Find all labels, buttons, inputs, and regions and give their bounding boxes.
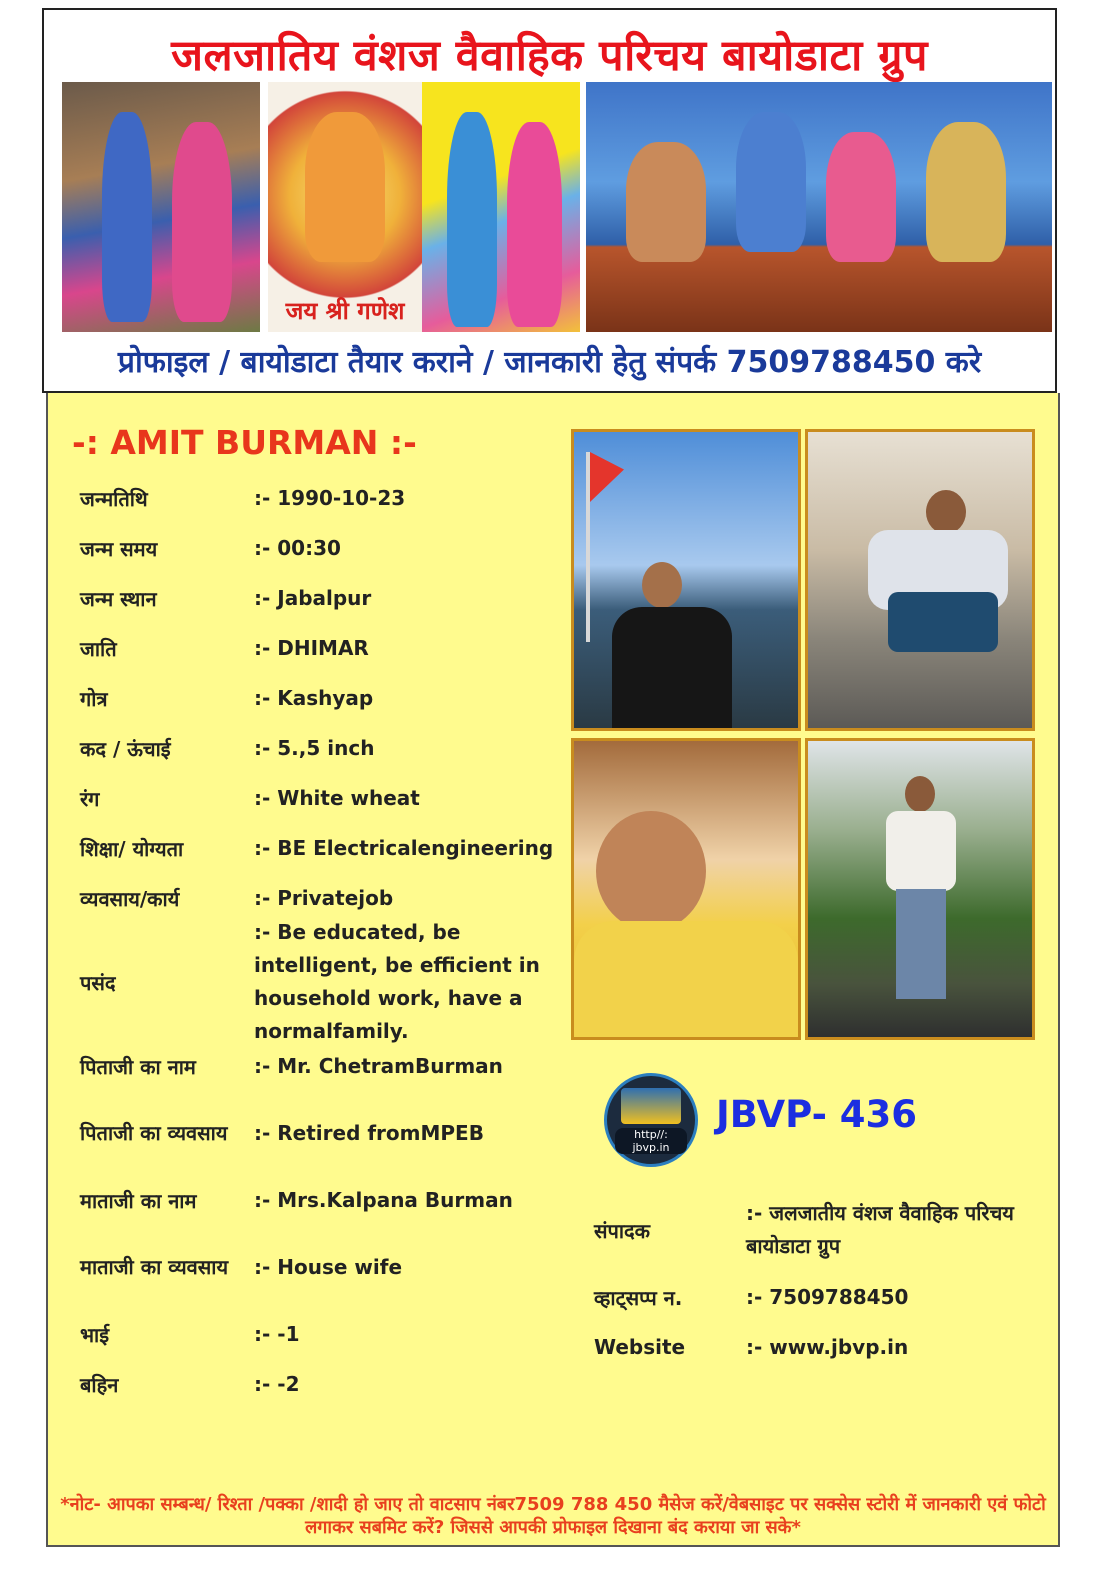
editor-info bbox=[594, 1188, 1034, 1372]
logo-emblem bbox=[621, 1088, 681, 1124]
detail-label: बहिन bbox=[80, 1372, 119, 1397]
boat-scene-image bbox=[586, 82, 1052, 332]
editor-row bbox=[594, 1322, 1034, 1372]
detail-value: :- House wife bbox=[254, 1254, 403, 1279]
detail-label: जाति bbox=[80, 636, 117, 661]
candidate-photo-2 bbox=[805, 429, 1035, 731]
detail-row bbox=[80, 1225, 570, 1309]
detail-value: :- DHIMAR bbox=[254, 635, 369, 660]
logo-url-text: http//: jbvp.in bbox=[615, 1128, 687, 1154]
detail-label: रंग bbox=[80, 786, 100, 811]
detail-value: :- Privatejob bbox=[254, 885, 394, 910]
editor-value: :- 7509788450 bbox=[746, 1284, 909, 1309]
biodata-card bbox=[46, 393, 1060, 1547]
detail-label: माताजी का व्यवसाय bbox=[80, 1254, 229, 1279]
ram-sita-wedding-image bbox=[62, 82, 260, 332]
detail-row bbox=[80, 523, 570, 573]
detail-label: कद / ऊंचाई bbox=[80, 736, 171, 761]
detail-value: :- Mr. ChetramBurman bbox=[254, 1053, 503, 1078]
profile-code: JBVP- 436 bbox=[716, 1093, 918, 1136]
detail-row bbox=[80, 723, 570, 773]
detail-label: पसंद bbox=[80, 970, 116, 995]
editor-value: :- www.jbvp.in bbox=[746, 1334, 909, 1359]
deity-banner bbox=[62, 82, 1052, 344]
details-list bbox=[80, 473, 570, 1409]
detail-row bbox=[80, 573, 570, 623]
detail-label: पिताजी का नाम bbox=[80, 1054, 196, 1079]
detail-label: गोत्र bbox=[80, 686, 108, 711]
candidate-photo-1 bbox=[571, 429, 801, 731]
detail-label: भाई bbox=[80, 1322, 110, 1347]
detail-row bbox=[80, 920, 570, 1043]
editor-value: :- जलजातीय वंशज वैवाहिक परिचय बायोडाटा ग्रुप bbox=[746, 1201, 1014, 1258]
detail-value: :- White wheat bbox=[254, 785, 420, 810]
candidate-photo-3 bbox=[571, 738, 801, 1040]
detail-label: शिक्षा/ योग्यता bbox=[80, 836, 184, 861]
editor-row bbox=[594, 1188, 1034, 1272]
detail-value: :- 00:30 bbox=[254, 535, 341, 560]
ram-sita-image bbox=[422, 82, 580, 332]
editor-label: Website bbox=[594, 1335, 686, 1359]
detail-label: पिताजी का व्यवसाय bbox=[80, 1120, 228, 1145]
contact-line: प्रोफाइल / बायोडाटा तैयार कराने / जानकारी हेतु संपर्क 7509788450 करे bbox=[117, 345, 982, 380]
editor-row bbox=[594, 1272, 1034, 1322]
jbvp-logo bbox=[604, 1073, 698, 1167]
detail-label: माताजी का नाम bbox=[80, 1188, 197, 1213]
detail-value: :- 5.,5 inch bbox=[254, 735, 375, 760]
detail-value: :- Jabalpur bbox=[254, 585, 372, 610]
detail-label: जन्म समय bbox=[80, 536, 158, 561]
detail-value: :- BE Electricalengineering bbox=[254, 835, 554, 860]
detail-row bbox=[80, 1359, 570, 1409]
detail-value: :- -1 bbox=[254, 1321, 300, 1346]
editor-label: व्हाट्सप्प न. bbox=[594, 1285, 683, 1310]
footer-note: *नोट- आपका सम्बन्ध/ रिश्ता /पक्का /शादी हो जाए तो वाटसाप नंबर7509 788 450 मैसेज करें/वेबसाइट पर सक्सेस स्टोरी में जानकारी एवं फोटो लगाकर सबमिट करें? जिससे आपकी प्रोफाइल दिखाना बंद कराया जा सके* bbox=[60, 1494, 1046, 1538]
detail-value: :- Retired fromMPEB bbox=[254, 1120, 484, 1145]
candidate-name: -: AMIT BURMAN :- bbox=[72, 423, 417, 462]
ganesh-caption: जय श्री गणेश bbox=[285, 297, 405, 325]
detail-row bbox=[80, 1175, 570, 1225]
detail-row bbox=[80, 1041, 570, 1091]
detail-label: व्यवसाय/कार्य bbox=[80, 886, 180, 911]
group-title: जलजातिय वंशज वैवाहिक परिचय बायोडाटा ग्रुप bbox=[171, 31, 928, 81]
detail-value: :- Kashyap bbox=[254, 685, 374, 710]
detail-value: :- Be educated, be intelligent, be efficient in household work, have a normalfamily. bbox=[254, 920, 540, 1043]
editor-label: संपादक bbox=[594, 1218, 651, 1243]
detail-row bbox=[80, 773, 570, 823]
detail-row bbox=[80, 823, 570, 873]
header-banner bbox=[42, 8, 1057, 393]
candidate-photo-4 bbox=[805, 738, 1035, 1040]
detail-label: जन्मतिथि bbox=[80, 486, 148, 511]
detail-row bbox=[80, 673, 570, 723]
detail-value: :- 1990-10-23 bbox=[254, 485, 406, 510]
detail-row bbox=[80, 623, 570, 673]
detail-row bbox=[80, 1091, 570, 1175]
detail-value: :- -2 bbox=[254, 1371, 300, 1396]
detail-label: जन्म स्थान bbox=[80, 586, 157, 611]
detail-value: :- Mrs.Kalpana Burman bbox=[254, 1187, 513, 1212]
detail-row bbox=[80, 1309, 570, 1359]
detail-row bbox=[80, 473, 570, 523]
